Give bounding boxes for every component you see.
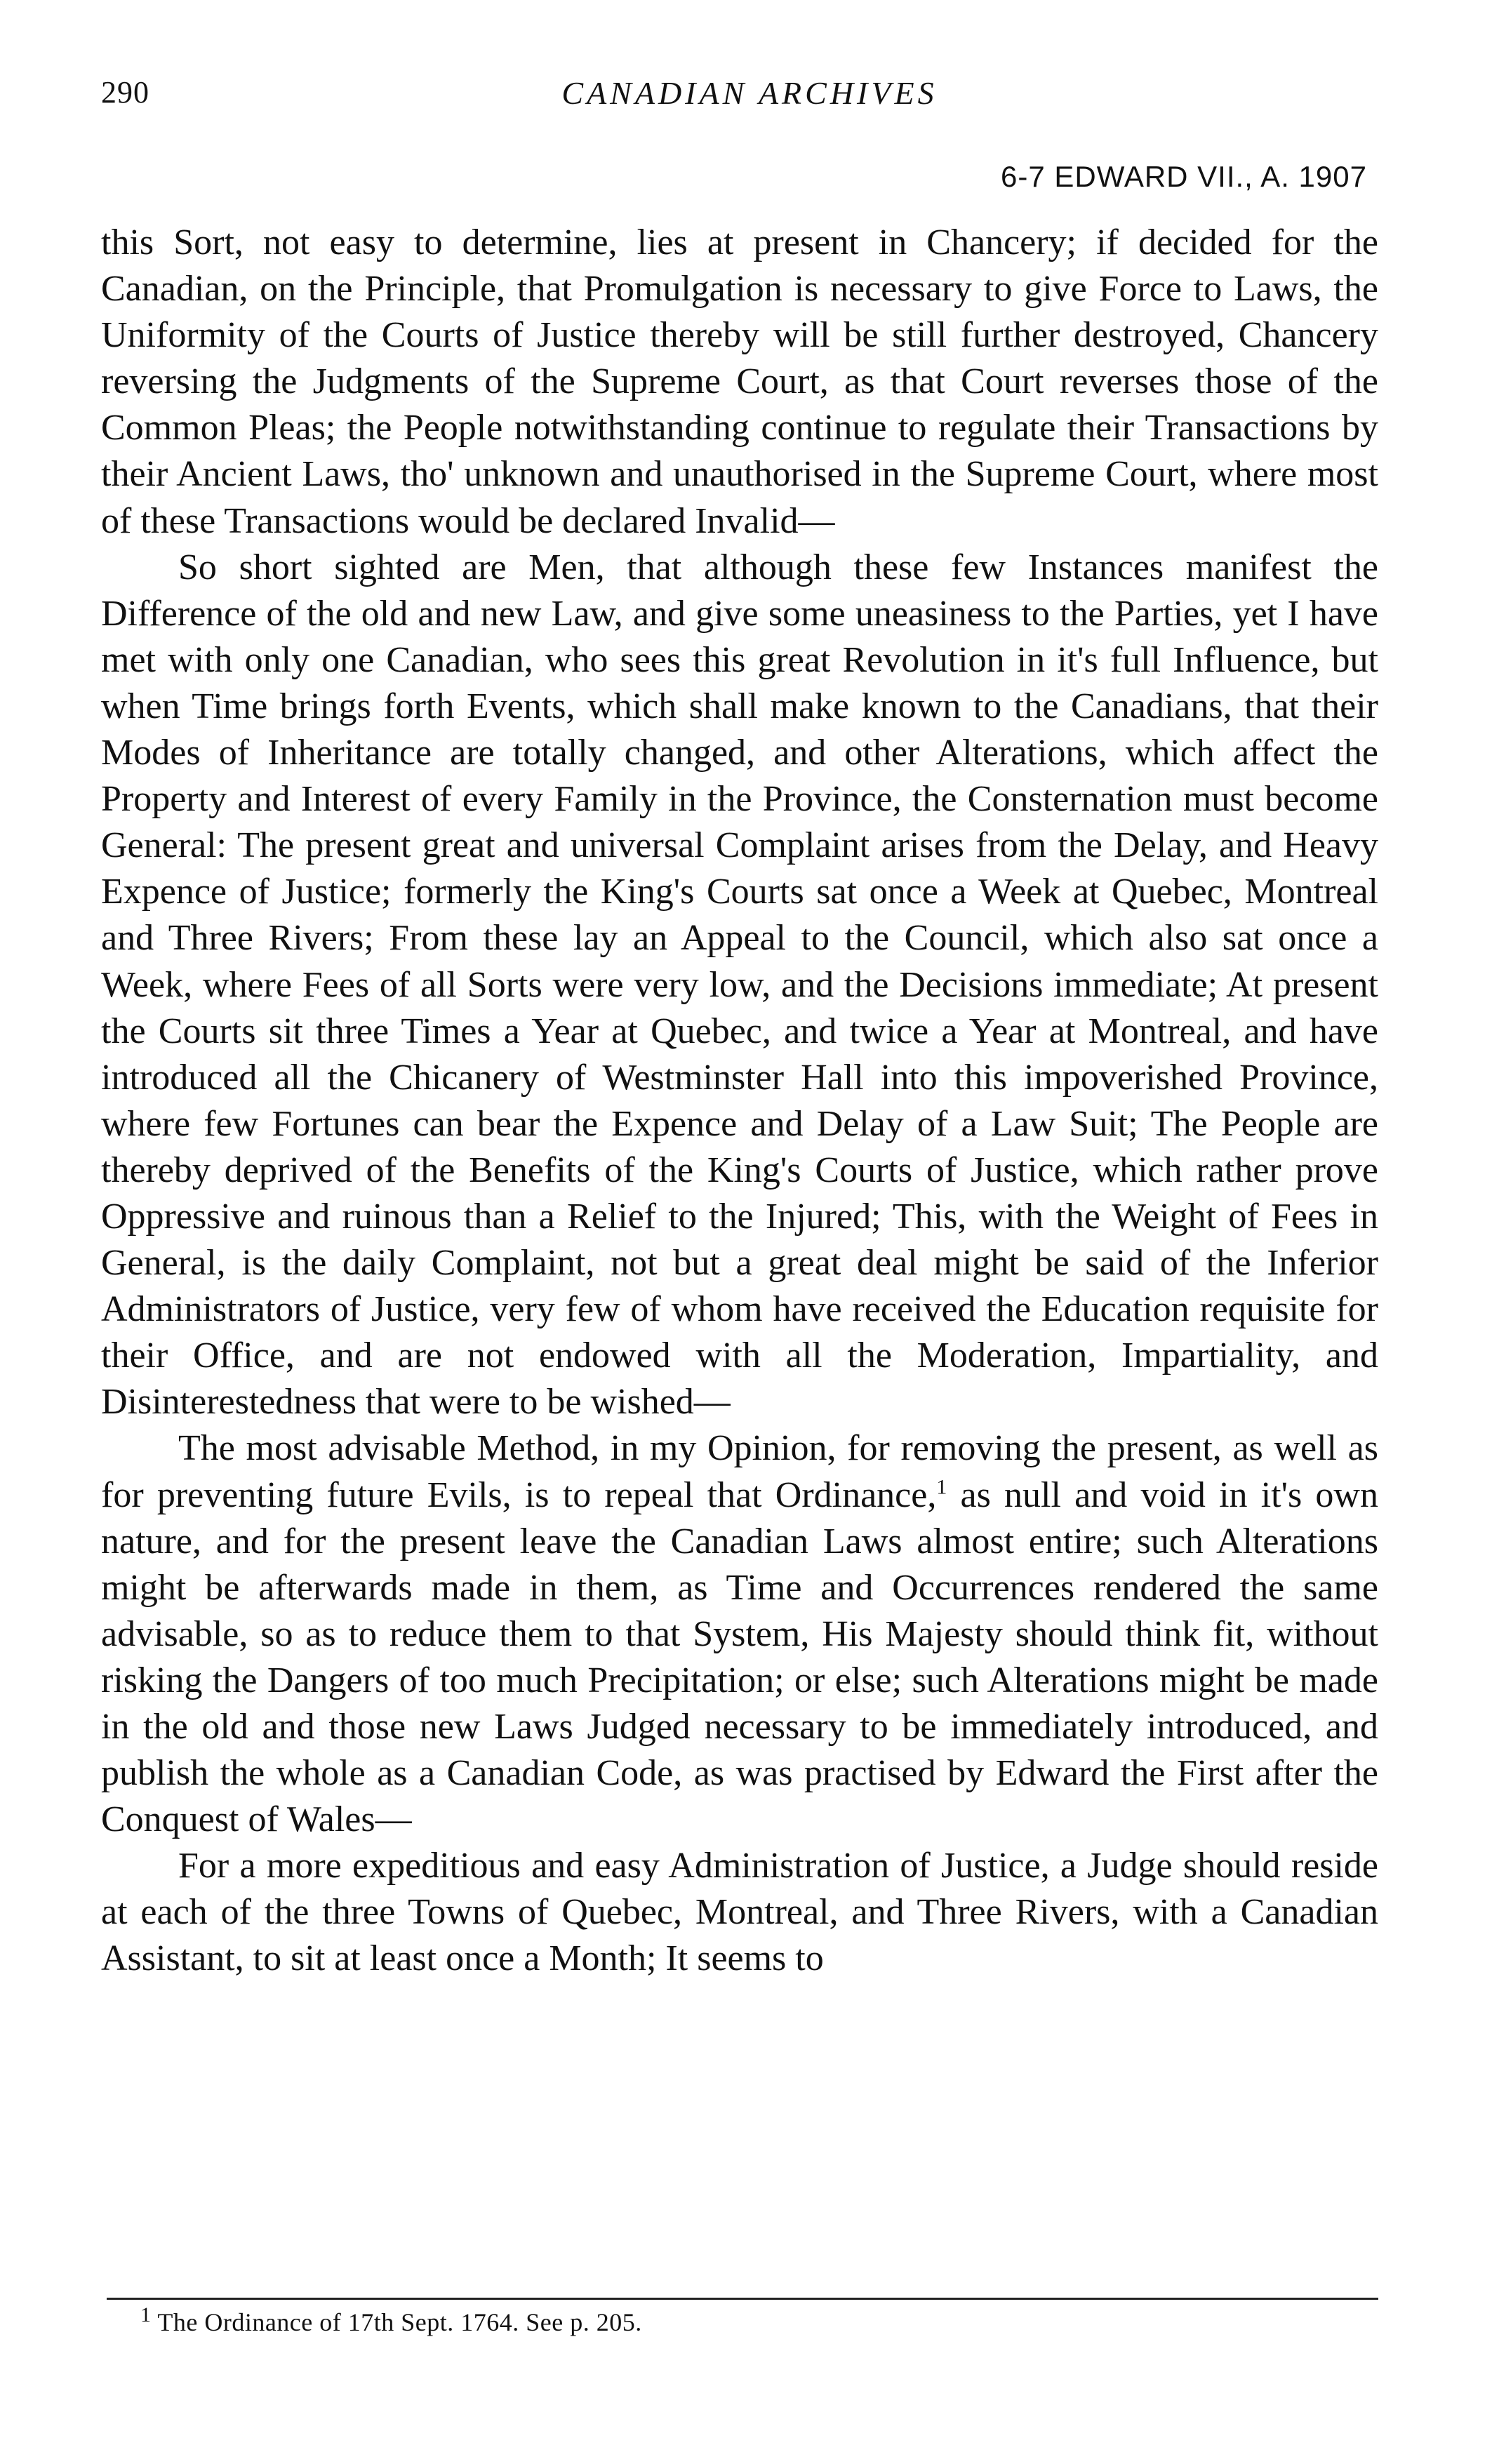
footnote-divider xyxy=(107,2298,1378,2300)
paragraph-1: this Sort, not easy to determine, lies at present in Chancery; if decided for the Canadian, on the Principle, that Promulgation is necessary to give Force to Laws, the Uniformity of the Courts of Justice thereby will be still further destroyed, Chancery reversing the Judgments of the Supreme Court, as that Court reverses those of the Common Pleas; the People notwithstanding continue to regulate their Transactions by their Ancient Laws, tho' unknown and unauthorised in the Supreme Court, where most of these Transactions would be declared Invalid— xyxy=(101,222,1378,541)
paragraph-3-part-2: as null and void in it's own nature, and for the present leave the Canadian Laws almost entire; such Alterations might be afterwards made in them, as Time and Occurrences rendered the same advisable, so as to reduce them to that System, His Majesty should think fit, without risking the Dangers of too much Precipitation; or else; such Alterations might be made in the old and those new Laws Judged necessary to be immediately introduced, and publish the whole as a Canadian Code, as was practised by Edward the First after the Conquest of Wales— xyxy=(101,1474,1378,1840)
footnote-mark: 1 xyxy=(140,2303,152,2326)
paragraph-3-part-1: The most advisable Method, in my Opinion, for removing the present, as well as for preventing future Evils, is to repeal that Ordinance, xyxy=(101,1428,1378,1515)
footnote-text: The Ordinance of 17th Sept. 1764. See p. 205. xyxy=(157,2308,642,2336)
body-text xyxy=(101,220,1378,1983)
paragraph-2: So short sighted are Men, that although these few Instances manifest the Difference of the old and new Law, and give some uneasiness to the Parties, yet I have met with only one Canadian, who sees this great Revolution in it's full Influence, but when Time brings forth Events, which shall make known to the Canadians, that their Modes of Inheritance are totally changed, and other Alterations, which affect the Property and Interest of every Family in the Province, the Consternation must become General: The present great and universal Complaint arises from the Delay, and Heavy Expence of Justice; formerly the King's Courts sat once a Week at Quebec, Montreal and Three Rivers; From these lay an Appeal to the Council, which also sat once a Week, where Fees of all Sorts were very low, and the Decisions immediate; At present the Courts sit three Times a Year at Quebec, and twice a Year at Montreal, and have introduced all the Chicanery of Westminster Hall into this impoverished Province, where few Fortunes can bear the Expence and Delay of a Law Suit; The People are thereby deprived of the Benefits of the King's Courts of Justice, which rather prove Oppressive and ruinous than a Relief to the Injured; This, with the Weight of Fees in General, is the daily Complaint, not but a great deal might be said of the Inferior Administrators of Justice, very few of whom have received the Education requisite for their Office, and are not endowed with all the Moderation, Impartiality, and Disinterestedness that were to be wished— xyxy=(101,547,1378,1423)
running-title: CANADIAN ARCHIVES xyxy=(561,75,938,111)
paragraph-4: For a more expeditious and easy Administration of Justice, a Judge should reside at each of the three Towns of Quebec, Montreal, and Three Rivers, with a Canadian Assistant, to sit at least once a Month; It seems to xyxy=(101,1846,1378,1979)
footnote-reference[interactable]: 1 xyxy=(936,1475,947,1499)
page-number: 290 xyxy=(101,75,149,109)
paragraph-3 xyxy=(101,1425,1378,1843)
session-year-line: 6-7 EDWARD VII., A. 1907 xyxy=(1001,160,1367,193)
footnote xyxy=(140,2303,642,2337)
